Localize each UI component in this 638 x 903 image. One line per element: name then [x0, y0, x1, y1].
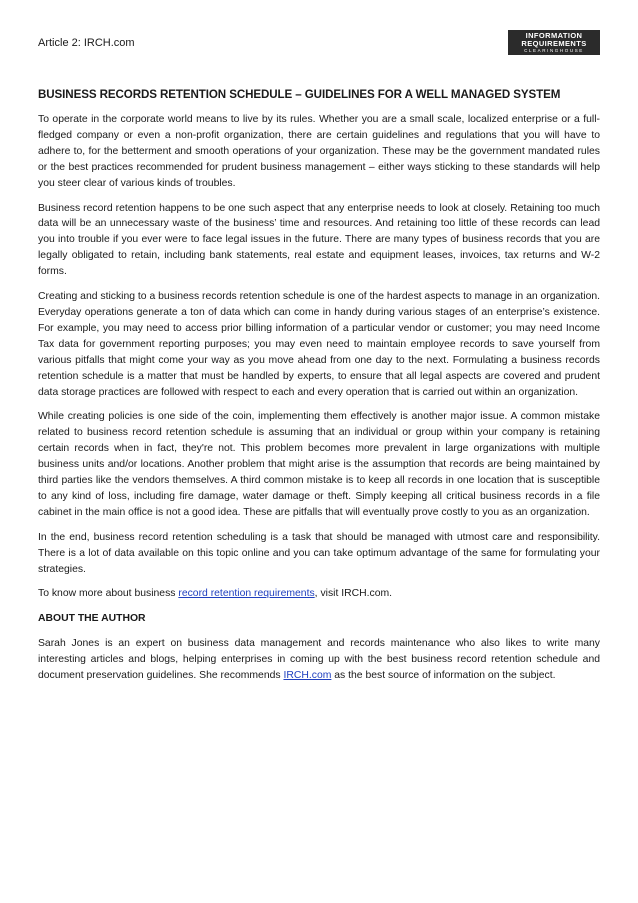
paragraph-mistakes: While creating policies is one side of the coin, implementing them effectively is another major issue. A common mistake related to business record retention schedule is assuming that an individual or group within your company is retaining certain records when in fact, they're not. This problem becomes more prevalent in large organizations with multiple business units and/or locations. Another problem that might arise is the assumption that records are being maintained by third parties like the vendors themselves. A third common mistake is to keep all records in one location that is susceptible to any kind of loss, including fire damage, water damage or theft. Simply keeping all critical business records in a file cabinet in the main office is not a good idea. These are pitfalls that will eventually prove costly to you as an organization. — [38, 411, 600, 518]
logo-line-2: REQUIREMENTS — [521, 39, 587, 48]
article-body — [38, 112, 600, 693]
author-bio — [38, 636, 600, 684]
record-retention-link[interactable]: record retention requirements — [178, 588, 315, 600]
more-info-line — [38, 586, 600, 602]
author-heading: ABOUT THE AUTHOR — [38, 613, 146, 625]
article-label: Article 2: IRCH.com — [38, 37, 135, 49]
logo-line-1: INFORMATION — [525, 31, 583, 40]
page-title: BUSINESS RECORDS RETENTION SCHEDULE – GUIDELINES FOR A WELL MANAGED SYSTEM — [38, 88, 561, 101]
paragraph-schedule: Creating and sticking to a business records retention schedule is one of the hardest aspects to manage in an organization. Everyday operations generate a ton of data which can come in handy during various stages of an enterprise’s existence. For example, you may need to access prior billing information of a particular vendor or customer; you may need Income Tax data for government reporting purposes; you may even need to maintain employee records to save yourself from various pitfalls that might come your way as you move ahead from one day to the next. Formulating a business records retention schedule is a matter that must be handled by experts, to ensure that all legal aspects are covered and prudent data storage practices are followed with respect to each and every operation that is carried out within an organization. — [38, 291, 601, 398]
irch-link[interactable]: IRCH.com — [283, 670, 332, 682]
paragraph-conclusion: In the end, business record retention scheduling is a task that should be managed with utmost care and responsibility. There is a lot of data available on this topic online and you can take optimum advantage of the same for formulating your strategies. — [38, 531, 600, 575]
paragraph-retention: Business record retention happens to be one such aspect that any enterprise needs to look at closely. Retaining too much data will be an unnecessary waste of the business’ time and resources. And retaining too little of these records can lead you into trouble if you ever were to face legal issues in the future. There are many types of business records that you are legally obligated to retain, including bank statements, real estate and equipment leases, invoices, tax returns and W-2 forms. — [38, 202, 600, 278]
paragraph-intro: To operate in the corporate world means to live by its rules. Whether you are a small scale, localized enterprise or a full-fledged company or even a non-profit organization, there are certain guidelines and regulations that you will have to adhere to, for the betterment and smooth operations of your organization. These may be the government mandated rules or the best practices recommended for prudent business management – either ways sticking to these standards will help you steer clear of various kinds of troubles. — [38, 114, 600, 189]
author-bio-suffix: as the best source of information on the subject. — [331, 670, 556, 682]
author-bio-prefix: Sarah Jones is an expert on business data management and records maintenance who also likes to write many interesting articles and blogs, helping enterprises in coming up with the best business record retention schedule and document preservation guidelines. She recommends — [38, 638, 600, 682]
logo-line-3: CLEARINGHOUSE — [524, 48, 584, 53]
more-info-suffix: , visit IRCH.com. — [314, 588, 393, 600]
more-info-prefix: To know more about business — [38, 588, 179, 600]
irch-logo — [508, 30, 600, 55]
